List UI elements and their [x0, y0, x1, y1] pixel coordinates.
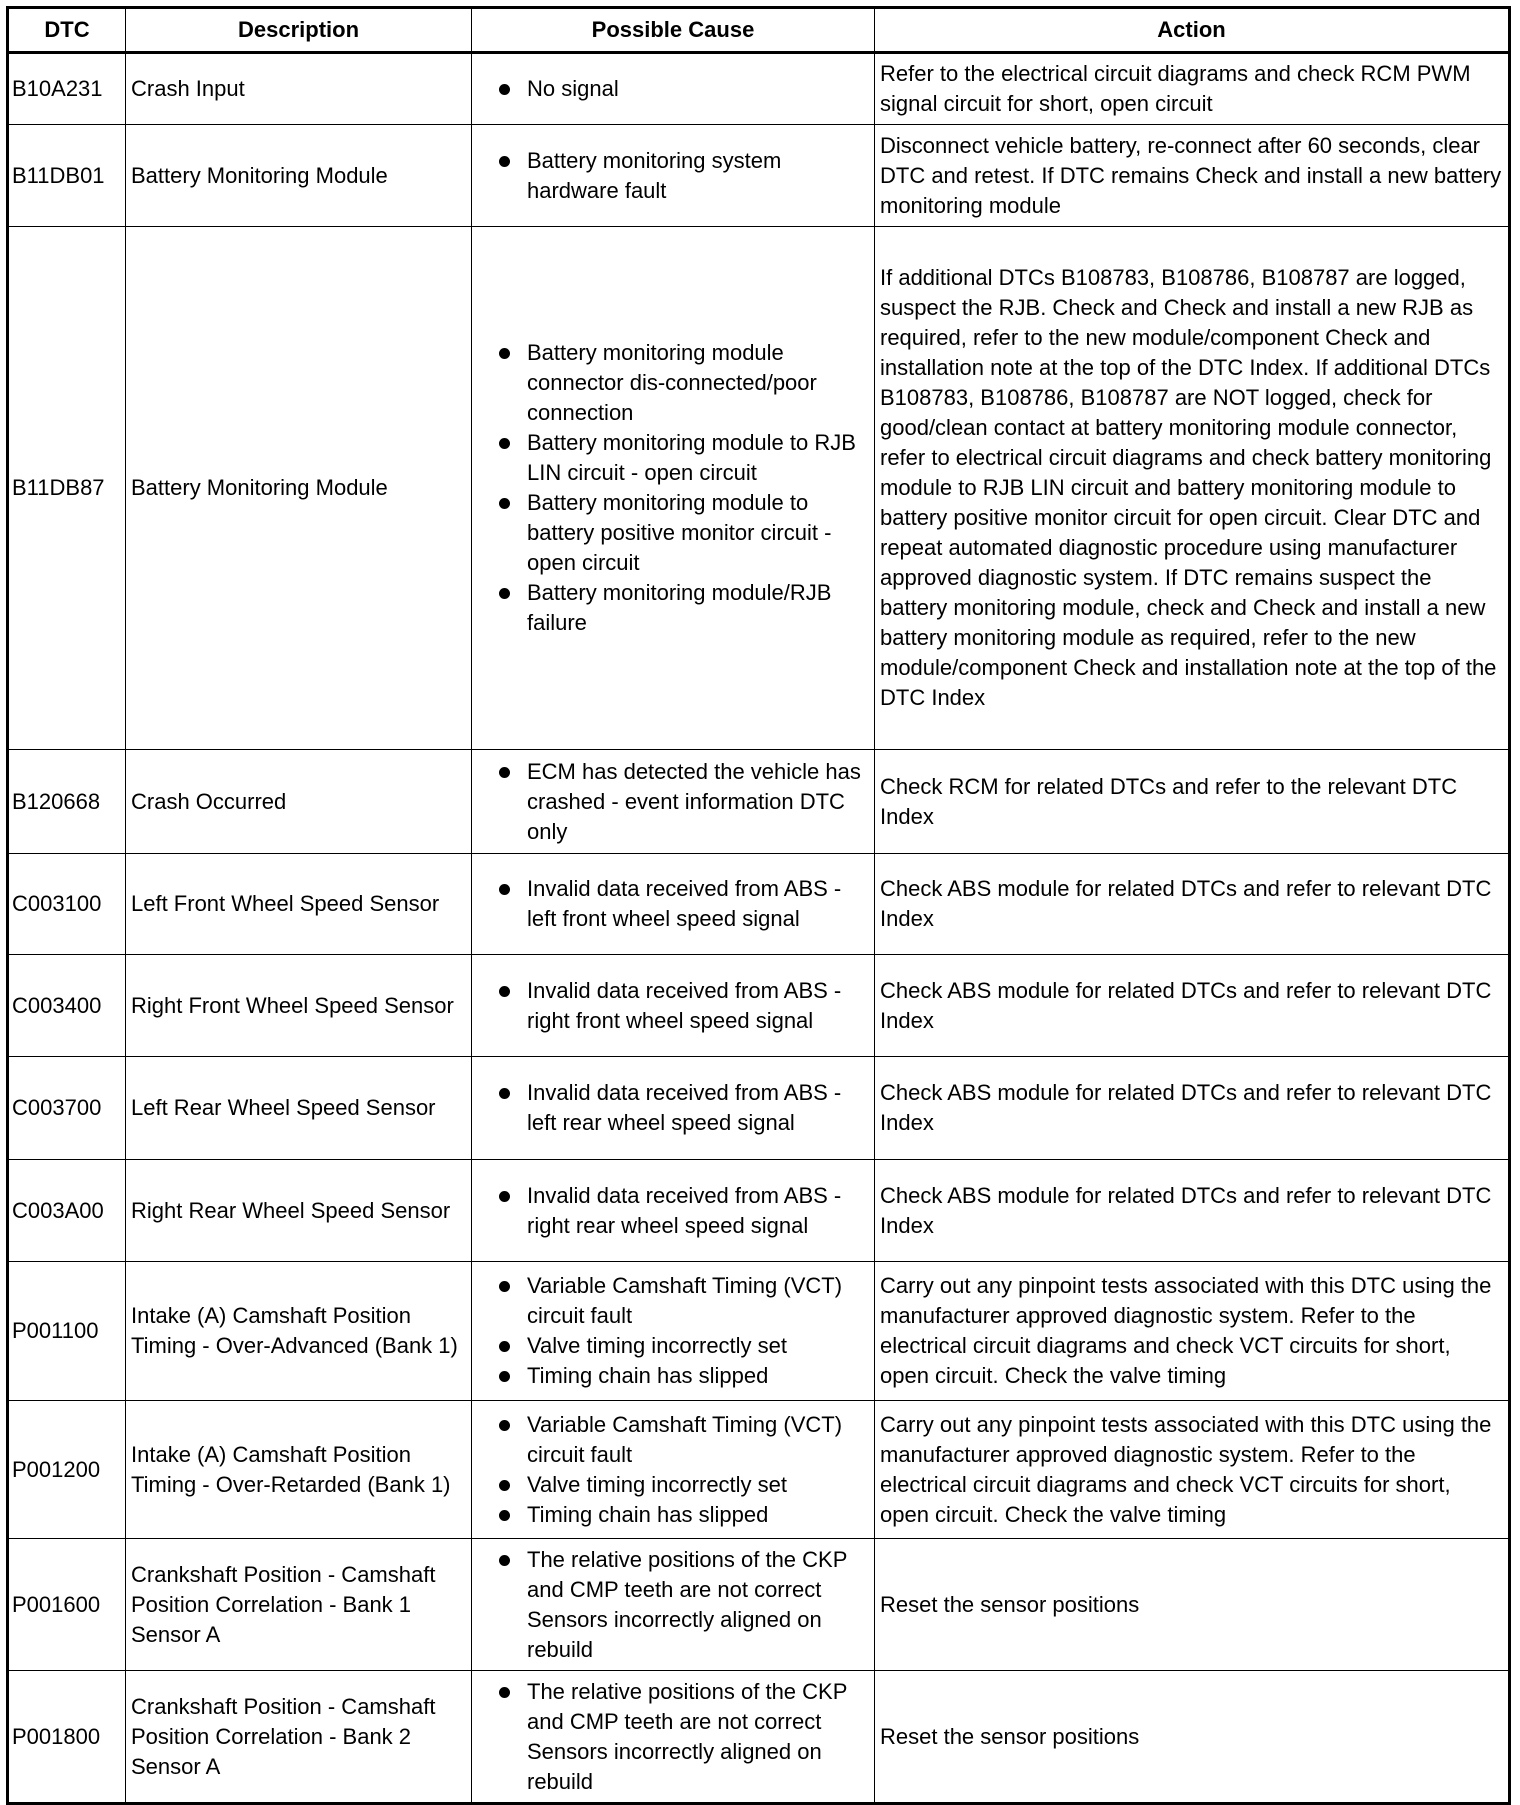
action: Carry out any pinpoint tests associated with this DTC using the manufacturer approved diagnostic system. Refer to the electrical circuit diagrams and check VCT circuits for short, open circuit. Check the valve timing: [875, 1401, 1510, 1539]
dtc-code: C003A00: [8, 1160, 126, 1262]
cause-item: Invalid data received from ABS - left rear wheel speed signal: [527, 1078, 869, 1138]
action: If additional DTCs B108783, B108786, B108787 are logged, suspect the RJB. Check and Check and install a new RJB as required, refer to the new module/component Check and installation note at the top of the DTC Index. If additional DTCs B108783, B108786, B108787 are NOT logged, check for good/clean contact at battery monitoring module connector, refer to electrical circuit diagrams and check battery monitoring module to RJB LIN circuit and battery monitoring module to battery positive monitor circuit for open circuit. Clear DTC and repeat automated diagnostic procedure using manufacturer approved diagnostic system. If DTC remains suspect the battery monitoring module, check and Check and install a new battery monitoring module as required, refer to the new module/component Check and installation note at the top of the DTC Index: [875, 227, 1510, 750]
possible-cause-cell: [472, 125, 875, 227]
possible-cause-cell: [472, 1262, 875, 1401]
cause-item: No signal: [527, 74, 869, 104]
possible-cause-cell: [472, 750, 875, 854]
dtc-code: C003700: [8, 1057, 126, 1160]
possible-cause-cell: [472, 53, 875, 125]
description: Battery Monitoring Module: [126, 227, 472, 750]
table-row: [8, 227, 1510, 750]
description: Crash Occurred: [126, 750, 472, 854]
cause-item: Timing chain has slipped: [527, 1361, 869, 1391]
action: Refer to the electrical circuit diagrams and check RCM PWM signal circuit for short, open circuit: [875, 53, 1510, 125]
cause-list: [477, 74, 869, 104]
cause-list: [477, 976, 869, 1036]
header-row: [8, 8, 1510, 53]
description: Left Front Wheel Speed Sensor: [126, 854, 472, 955]
action: Reset the sensor positions: [875, 1671, 1510, 1804]
description: Right Rear Wheel Speed Sensor: [126, 1160, 472, 1262]
header-action: Action: [875, 8, 1510, 53]
cause-item: Invalid data received from ABS - right rear wheel speed signal: [527, 1181, 869, 1241]
cause-item: Invalid data received from ABS - left front wheel speed signal: [527, 874, 869, 934]
dtc-code: P001800: [8, 1671, 126, 1804]
cause-item: The relative positions of the CKP and CMP teeth are not correct Sensors incorrectly aligned on rebuild: [527, 1545, 869, 1665]
description: Battery Monitoring Module: [126, 125, 472, 227]
cause-list: [477, 1078, 869, 1138]
cause-list: [477, 1545, 869, 1665]
action: Check ABS module for related DTCs and refer to relevant DTC Index: [875, 854, 1510, 955]
action: Carry out any pinpoint tests associated with this DTC using the manufacturer approved diagnostic system. Refer to the electrical circuit diagrams and check VCT circuits for short, open circuit. Check the valve timing: [875, 1262, 1510, 1401]
possible-cause-cell: [472, 854, 875, 955]
description: Intake (A) Camshaft Position Timing - Over-Advanced (Bank 1): [126, 1262, 472, 1401]
cause-item: Valve timing incorrectly set: [527, 1470, 869, 1500]
table-row: [8, 1401, 1510, 1539]
dtc-code: B11DB87: [8, 227, 126, 750]
description: Left Rear Wheel Speed Sensor: [126, 1057, 472, 1160]
cause-list: [477, 338, 869, 638]
cause-item: Battery monitoring module/RJB failure: [527, 578, 869, 638]
table-row: [8, 1539, 1510, 1671]
dtc-code: P001200: [8, 1401, 126, 1539]
table-row: [8, 53, 1510, 125]
description: Right Front Wheel Speed Sensor: [126, 955, 472, 1057]
table-row: [8, 750, 1510, 854]
table-row: [8, 1671, 1510, 1804]
table-row: [8, 125, 1510, 227]
cause-item: Valve timing incorrectly set: [527, 1331, 869, 1361]
cause-item: Variable Camshaft Timing (VCT) circuit fault: [527, 1410, 869, 1470]
action: Disconnect vehicle battery, re-connect after 60 seconds, clear DTC and retest. If DTC remains Check and install a new battery monitoring module: [875, 125, 1510, 227]
cause-list: [477, 1271, 869, 1391]
dtc-code: B10A231: [8, 53, 126, 125]
cause-item: Variable Camshaft Timing (VCT) circuit fault: [527, 1271, 869, 1331]
cause-list: [477, 146, 869, 206]
action: Check ABS module for related DTCs and refer to relevant DTC Index: [875, 1057, 1510, 1160]
cause-item: Battery monitoring module to RJB LIN circuit - open circuit: [527, 428, 869, 488]
possible-cause-cell: [472, 1057, 875, 1160]
possible-cause-cell: [472, 1671, 875, 1804]
possible-cause-cell: [472, 1401, 875, 1539]
possible-cause-cell: [472, 1160, 875, 1262]
action: Check ABS module for related DTCs and refer to relevant DTC Index: [875, 1160, 1510, 1262]
table-row: [8, 955, 1510, 1057]
description: Crankshaft Position - Camshaft Position Correlation - Bank 2 Sensor A: [126, 1671, 472, 1804]
header-description: Description: [126, 8, 472, 53]
cause-list: [477, 1677, 869, 1797]
table-row: [8, 854, 1510, 955]
action: Reset the sensor positions: [875, 1539, 1510, 1671]
table-row: [8, 1160, 1510, 1262]
table-row: [8, 1057, 1510, 1160]
cause-item: Battery monitoring module connector dis-connected/poor connection: [527, 338, 869, 428]
dtc-code: P001600: [8, 1539, 126, 1671]
dtc-code: C003400: [8, 955, 126, 1057]
cause-item: Battery monitoring module to battery positive monitor circuit - open circuit: [527, 488, 869, 578]
header-possible-cause: Possible Cause: [472, 8, 875, 53]
table-row: [8, 1262, 1510, 1401]
cause-item: Battery monitoring system hardware fault: [527, 146, 869, 206]
cause-list: [477, 874, 869, 934]
description: Crash Input: [126, 53, 472, 125]
cause-item: Timing chain has slipped: [527, 1500, 869, 1530]
cause-item: The relative positions of the CKP and CMP teeth are not correct Sensors incorrectly aligned on rebuild: [527, 1677, 869, 1797]
header-dtc: DTC: [8, 8, 126, 53]
dtc-code: P001100: [8, 1262, 126, 1401]
action: Check ABS module for related DTCs and refer to relevant DTC Index: [875, 955, 1510, 1057]
cause-item: Invalid data received from ABS - right front wheel speed signal: [527, 976, 869, 1036]
dtc-table: [6, 6, 1511, 1805]
dtc-code: B120668: [8, 750, 126, 854]
cause-list: [477, 757, 869, 847]
possible-cause-cell: [472, 227, 875, 750]
possible-cause-cell: [472, 955, 875, 1057]
dtc-code: B11DB01: [8, 125, 126, 227]
cause-list: [477, 1181, 869, 1241]
possible-cause-cell: [472, 1539, 875, 1671]
description: Crankshaft Position - Camshaft Position Correlation - Bank 1 Sensor A: [126, 1539, 472, 1671]
dtc-code: C003100: [8, 854, 126, 955]
cause-item: ECM has detected the vehicle has crashed - event information DTC only: [527, 757, 869, 847]
cause-list: [477, 1410, 869, 1530]
description: Intake (A) Camshaft Position Timing - Over-Retarded (Bank 1): [126, 1401, 472, 1539]
action: Check RCM for related DTCs and refer to the relevant DTC Index: [875, 750, 1510, 854]
